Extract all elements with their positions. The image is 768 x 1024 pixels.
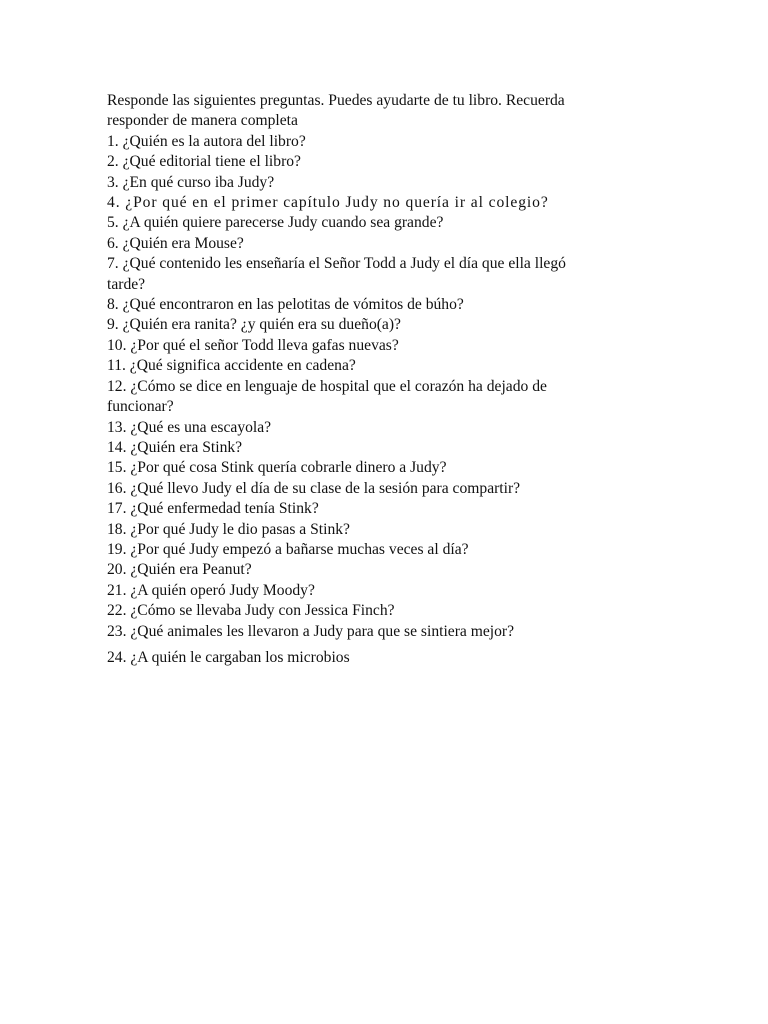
question-item-5: 5. ¿A quién quiere parecerse Judy cuando sea grande? — [107, 214, 444, 232]
question-item-23: 23. ¿Qué animales les llevaron a Judy para que se sintiera mejor? — [107, 622, 515, 640]
question-item-16: 16. ¿Qué llevo Judy el día de su clase de la sesión para compartir? — [107, 479, 521, 497]
question-item-15: 15. ¿Por qué cosa Stink quería cobrarle dinero a Judy? — [107, 459, 447, 477]
question-item-13: 13. ¿Qué es una escayola? — [107, 418, 272, 436]
instructions-paragraph: Responde las siguientes preguntas. Puedes ayudarte de tu libro. Recuerda responder de manera completa — [107, 92, 565, 130]
question-item-19: 19. ¿Por qué Judy empezó a bañarse muchas veces al día? — [107, 540, 469, 558]
question-item-1: 1. ¿Quién es la autora del libro? — [107, 132, 306, 150]
question-item-17: 17. ¿Qué enfermedad tenía Stink? — [107, 500, 319, 518]
question-item-9: 9. ¿Quién era ranita? ¿y quién era su dueño(a)? — [107, 316, 401, 334]
question-item-3: 3. ¿En qué curso iba Judy? — [107, 173, 275, 191]
question-item-10: 10. ¿Por qué el señor Todd lleva gafas nuevas? — [107, 336, 399, 354]
question-item-6: 6. ¿Quién era Mouse? — [107, 234, 244, 252]
question-item-4: 4. ¿Por qué en el primer capítulo Judy no quería ir al colegio? — [107, 194, 549, 212]
question-item-20: 20. ¿Quién era Peanut? — [107, 561, 252, 579]
question-item-21: 21. ¿A quién operó Judy Moody? — [107, 581, 315, 599]
question-list — [107, 132, 577, 669]
question-item-2: 2. ¿Qué editorial tiene el libro? — [107, 153, 301, 171]
question-item-14: 14. ¿Quién era Stink? — [107, 438, 243, 456]
document-body — [107, 91, 577, 668]
question-item-18: 18. ¿Por qué Judy le dio pasas a Stink? — [107, 520, 350, 538]
question-item-22: 22. ¿Cómo se llevaba Judy con Jessica Finch? — [107, 602, 395, 620]
question-item-8: 8. ¿Qué encontraron en las pelotitas de vómitos de búho? — [107, 296, 464, 314]
question-item-11: 11. ¿Qué significa accidente en cadena? — [107, 357, 356, 375]
question-item-7: 7. ¿Qué contenido les enseñaría el Señor Todd a Judy el día que ella llegó tarde? — [107, 255, 566, 293]
question-item-12: 12. ¿Cómo se dice en lenguaje de hospital que el corazón ha dejado de funcionar? — [107, 377, 547, 416]
question-item-24: 24. ¿A quién le cargaban los microbios — [107, 648, 350, 666]
